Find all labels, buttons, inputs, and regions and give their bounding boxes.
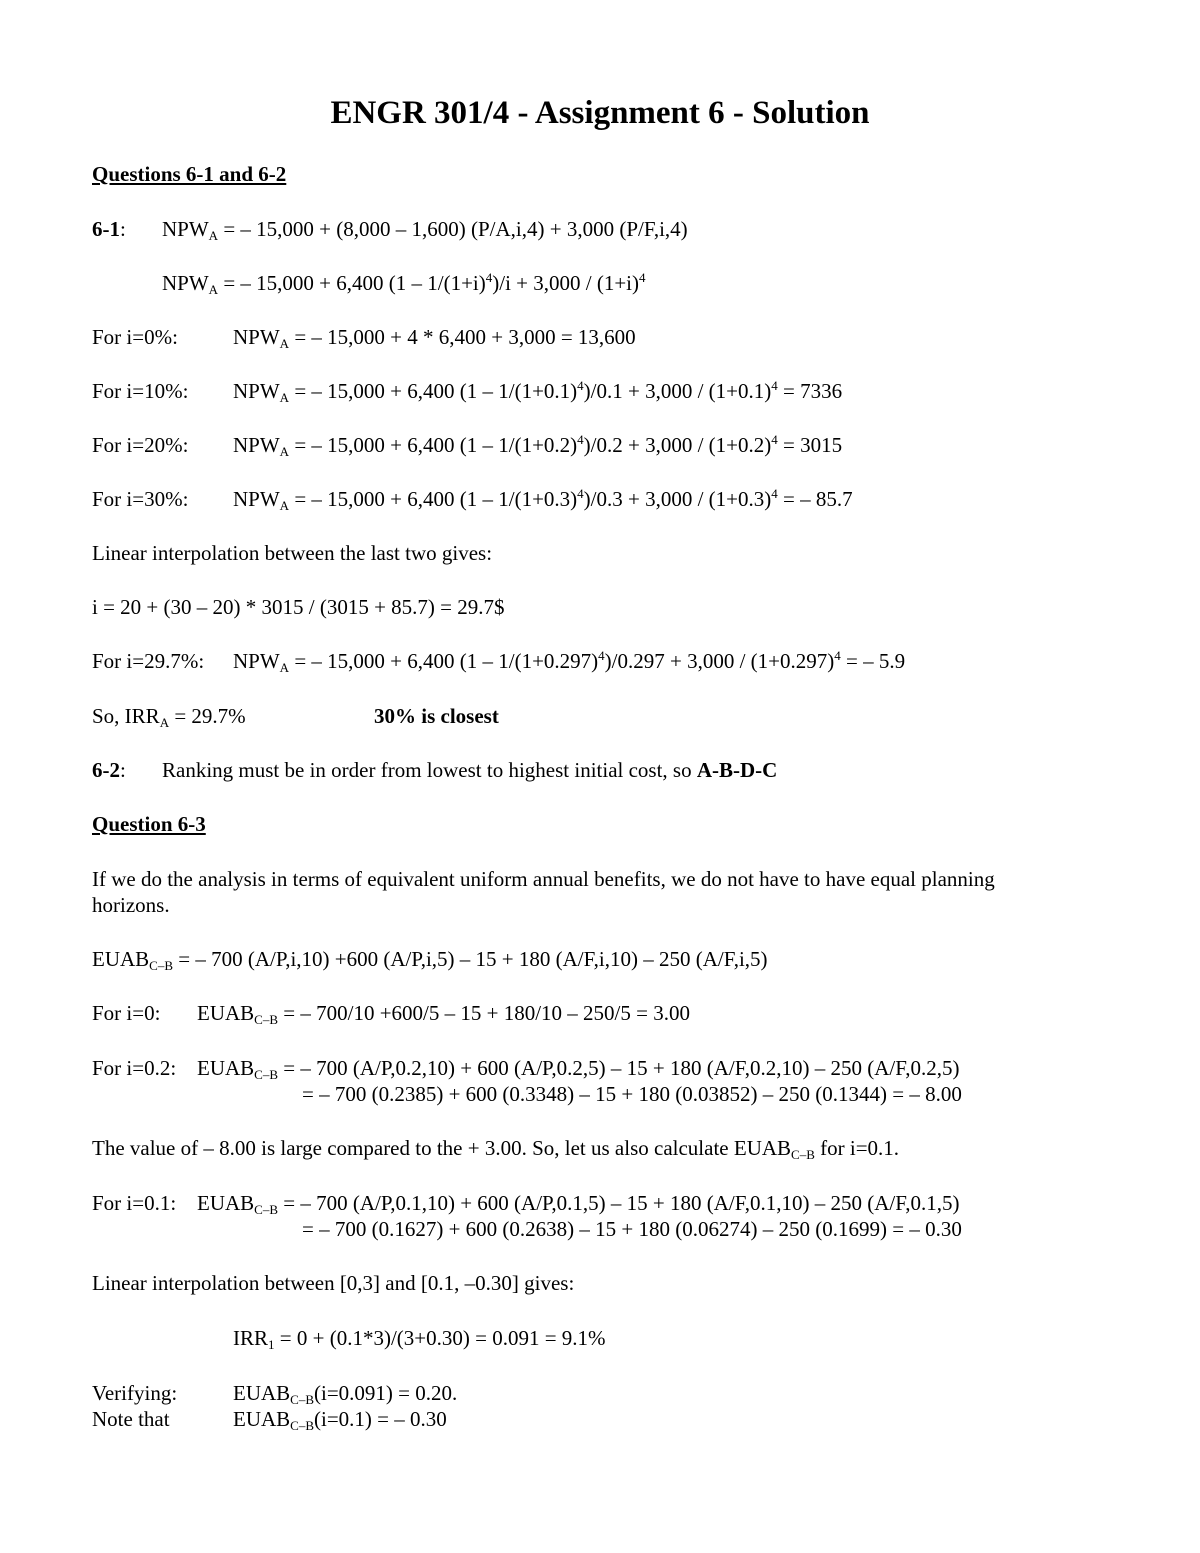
euab-note: The value of – 8.00 is large compared to the + 3.00. So, let us also calculate $EUAB_{C-B}$ for i=0.1. bbox=[92, 1136, 900, 1162]
euab-i0: $EUAB_{C-B}$ = – 700/10 +600/5 – 15 + 180/10 – 250/5 = 3.00 bbox=[197, 1001, 690, 1027]
irr1-equation: $IRR_1 = 0 + (0.1*3)/(3+0.30) = 0.091 = 9.1\%$ bbox=[233, 1326, 606, 1352]
section-heading-q3: Question 6-3 bbox=[92, 812, 206, 836]
npw-rate-29-7: $NPW_A$ = – 15,000 + 6,400 $(1 - 1/(1+0.297)^4)/0.297 + 3,000 / (1+0.297)^4$ = – 5.9 bbox=[233, 648, 906, 675]
rate-label-20: For i=20%: bbox=[92, 433, 189, 457]
interpolation-text-2: Linear interpolation between [0,3] and [0.1, –0.30] gives: bbox=[92, 1271, 575, 1295]
npw-rate-30: $NPW_A$ = – 15,000 + 6,400 $(1 - 1/(1+0.3)^4)/0.3 + 3,000 / (1+0.3)^4$ = – 85.7 bbox=[233, 486, 853, 513]
verifying-equation: $EUAB_{C-B}(i=0.091) = 0.20$. bbox=[233, 1381, 458, 1407]
rate-label-30: For i=30%: bbox=[92, 487, 189, 511]
euab-label-i01: For i=0.1: bbox=[92, 1191, 177, 1215]
irr-result: So, $IRR_A = 29.7\%$ bbox=[92, 704, 246, 730]
euab-general-equation: $EUAB_{C-B}$ = – 700 (A/P,i,10) +600 (A/P,i,5) – 15 + 180 (A/F,i,10) – 250 (A/F,i,5) bbox=[92, 947, 768, 973]
q62-answer: Ranking must be in order from lowest to highest initial cost, so A-B-D-C bbox=[162, 758, 778, 782]
euab-label-i0: For i=0: bbox=[92, 1001, 161, 1025]
q61-label: 6-1: bbox=[92, 217, 126, 241]
section-heading-q12: Questions 6-1 and 6-2 bbox=[92, 162, 287, 186]
page-title: ENGR 301/4 - Assignment 6 - Solution bbox=[330, 95, 870, 131]
npw-rate-20: $NPW_A$ = – 15,000 + 6,400 $(1 - 1/(1+0.2)^4)/0.2 + 3,000 / (1+0.2)^4 = 3015$ bbox=[233, 432, 843, 459]
irr-conclusion: 30% is closest bbox=[374, 704, 499, 728]
interpolation-text: Linear interpolation between the last two gives: bbox=[92, 541, 493, 565]
euab-i01: $EUAB_{C-B}$ = – 700 (A/P,0.1,10) + 600 (A/P,0.1,5) – 15 + 180 (A/F,0.1,10) – 250 (A/F,0.1,5) bbox=[197, 1191, 960, 1217]
verifying-label: Verifying: bbox=[92, 1381, 178, 1405]
npw-rate-0: $NPW_A$ = – 15,000 + 4 * 6,400 + 3,000 = 13,600 bbox=[233, 325, 636, 351]
rate-label-0: For i=0%: bbox=[92, 325, 178, 349]
note-that-equation: $EUAB_{C-B}(i=0.1)$ = – 0.30 bbox=[233, 1407, 447, 1433]
npw-rate-10: $NPW_A$ = – 15,000 + 6,400 $(1 - 1/(1+0.1)^4)/0.1 + 3,000 / (1+0.1)^4 = 7336$ bbox=[233, 378, 843, 405]
q62-label: 6-2: bbox=[92, 758, 126, 782]
euab-i01-values: = – 700 (0.1627) + 600 (0.2638) – 15 + 180 (0.06274) – 250 (0.1699) = – 0.30 bbox=[302, 1217, 962, 1241]
note-that-label: Note that bbox=[92, 1407, 170, 1431]
q61-equation-1: $NPW_A$ = – 15,000 + (8,000 – 1,600) (P/A,i,4) + 3,000 (P/F,i,4) bbox=[162, 217, 688, 243]
euab-i02: $EUAB_{C-B}$ = – 700 (A/P,0.2,10) + 600 (A/P,0.2,5) – 15 + 180 (A/F,0.2,10) – 250 (A/F,0.2,5) bbox=[197, 1056, 960, 1082]
q63-intro-line-1: If we do the analysis in terms of equivalent uniform annual benefits, we do not have to have equal planning bbox=[92, 867, 995, 891]
q61-equation-2: $NPW_A$ = – 15,000 + 6,400 $(1 - 1/(1+i)^4)/i + 3,000 / (1+i)^4$ bbox=[162, 270, 646, 297]
rate-label-29-7: For i=29.7%: bbox=[92, 649, 205, 673]
euab-label-i02: For i=0.2: bbox=[92, 1056, 177, 1080]
euab-i02-values: = – 700 (0.2385) + 600 (0.3348) – 15 + 180 (0.03852) – 250 (0.1344) = – 8.00 bbox=[302, 1082, 962, 1106]
interpolation-equation: i = 20 + (30 – 20) * 3015 / (3015 + 85.7) = 29.7$ bbox=[92, 595, 505, 619]
q63-intro-line-2: horizons. bbox=[92, 893, 170, 917]
rate-label-10: For i=10%: bbox=[92, 379, 189, 403]
